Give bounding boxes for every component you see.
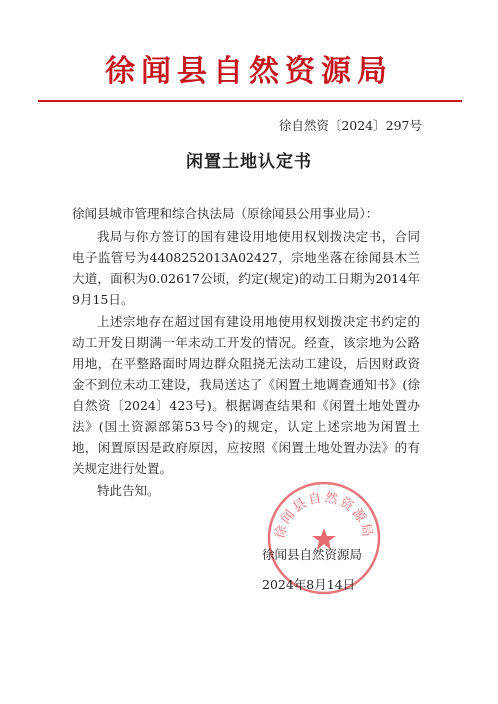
- document-title: 闲置土地认定书: [186, 152, 312, 172]
- letterhead-red-line: [38, 100, 462, 102]
- addressee: 徐闻县城市管理和综合执法局（原徐闻县公用事业局）：: [72, 206, 379, 221]
- signature-date: 2024年8月14日: [262, 577, 356, 592]
- letterhead-title: 徐闻县自然资源局: [105, 54, 393, 89]
- svg-text:徐闻县自然资源局: 徐闻县自然资源局: [272, 490, 376, 541]
- document-number: 徐自然资〔2024〕297号: [278, 118, 422, 133]
- signature-organization: 徐闻县自然资源局: [262, 547, 363, 562]
- paragraph-1: 我局与你方签订的国有建设用地使用权划拨决定书，合同电子监管号为4408252013A02427，宗地坐落在徐闻县木兰大道，面积为0.02617公顷，约定(规定)的动工日期为2014年9月15日。: [72, 229, 420, 307]
- document-body: [72, 203, 420, 502]
- paragraph-2: 上述宗地存在超过国有建设用地使用权划拨决定书约定的动工开发日期满一年未动工开发的情况。经查，该宗地为公路用地，在平整路面时周边群众阻挠无法动工建设，后因财政资金不到位未动工建设，我局送达了《闲置土地调查通知书》(徐自然资〔2024〕423号)。根据调查结果和《闲置土地处置办法》(国土资源部第53号令)的规定，认定上述宗地为闲置土地，闲置原因是政府原因，应按照《闲置土地处置办法》的有关规定进行处置。: [72, 314, 420, 476]
- closing-line: 特此告知。: [97, 483, 160, 498]
